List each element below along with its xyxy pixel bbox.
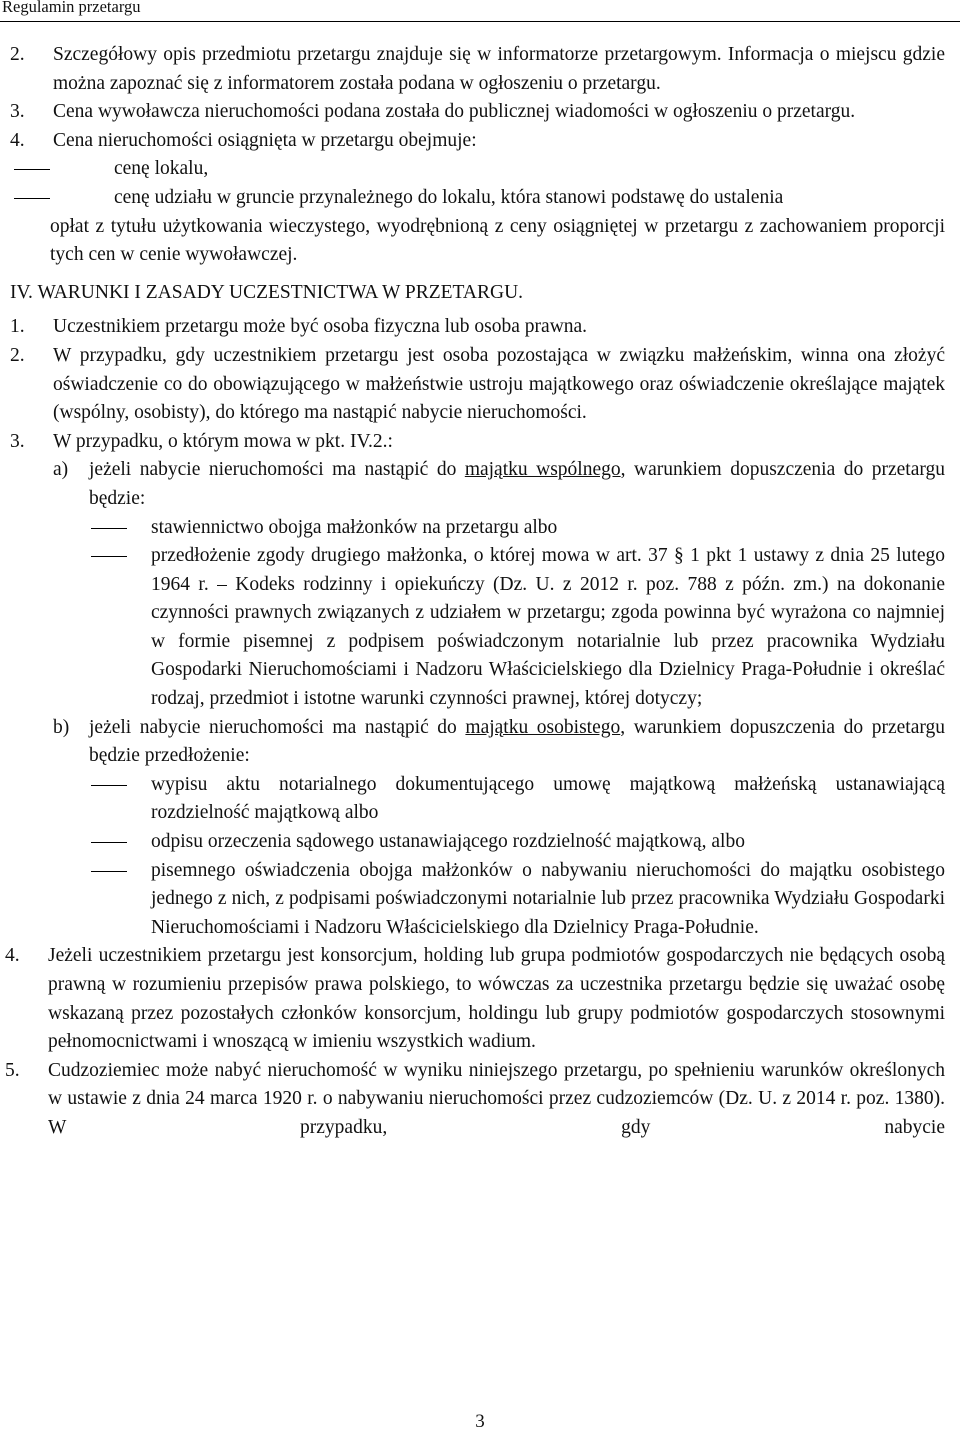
dash-bullet bbox=[91, 556, 127, 557]
subitem-a: a) jeżeli nabycie nieruchomości ma nastąpić do majątku wspólnego, warunkiem dopuszczenia do przetargu będzie: stawiennictwo obojga małżonków na przetargu albo przedłożenie zgody drugiego małżonka, o której mowa w art. 37 § 1 pkt 1 ustawy z dnia 25 lutego 1964 r. – Kodeks rodzinny i opiekuńczy (Dz. U. z 2012 r. poz. 788 z późn. zm.) na dokonanie czynności prawnych związanych z udziałem w przetargu; zgoda powinna być wyrażona co najmniej w formie pisemnej z podpisem poświadczonym notarialnie lub przez pracownika Wydziału Gospodarki Nieruchomościami i Nadzoru Właścicielskiego dla Dzielnicy Praga-Południe i określać rodzaj, przedmiot i istotne warunki czynności prawnej, której dotyczy; bbox=[10, 456, 945, 713]
item-3: 3. W przypadku, o którym mowa w pkt. IV.2.: bbox=[10, 430, 393, 452]
item-4: 4. Jeżeli uczestnikiem przetargu jest konsorcjum, holding lub grupa podmiotów gospodarczych nie będących osobą prawną w rozumieniu przepisów prawa polskiego, to wówczas za uczestnika przetargu będzie się uważać osobę wskazaną przez pozostałych członków konsorcjum, holdingu lub grupy podmiotów gospodarczych stosownymi pełnomocnictwami i wnoszącą w imieniu wszystkich wadium. bbox=[5, 945, 945, 1053]
paragraph-3: 3. Cena wywoławcza nieruchomości podana została do publicznej wiadomości w ogłoszeniu o przetargu. bbox=[10, 101, 856, 123]
subitem-b-dash-item: odpisu orzeczenia sądowego ustanawiającego rozdzielność majątkową, albo bbox=[89, 828, 945, 857]
item-1: 1. Uczestnikiem przetargu może być osoba fizyczna lub osoba prawna. bbox=[10, 316, 588, 338]
item-5: 5. Cudzoziemiec może nabyć nieruchomość w wyniku niniejszego przetargu, po spełnieniu warunków określonych w ustawie z dnia 24 marca 1920 r. o nabywaniu nieruchomości przez cudzoziemców (Dz. U. z 2014 r. poz. 1380). W przypadku, gdy nabycie bbox=[5, 1059, 945, 1138]
section-heading: IV. WARUNKI I ZASADY UCZESTNICTWA W PRZETARGU. bbox=[10, 281, 524, 303]
dash-bullet bbox=[91, 842, 127, 843]
dash-bullet bbox=[91, 528, 127, 529]
subitem-b-text: jeżeli nabycie nieruchomości ma nastąpić do majątku osobistego, warunkiem dopuszczenia do przetargu będzie przedłożenie: bbox=[89, 716, 945, 767]
item-2: 2. W przypadku, gdy uczestnikiem przetargu jest osoba pozostająca w związku małżeńskim, winna ona złożyć oświadczenie co do obowiązującego w małżeństwie ustroju majątkowego oraz oświadczenie określające majątek (wspólny, osobisty), do którego ma nastąpić nabycie nieruchomości. bbox=[10, 344, 945, 424]
dash-bullet bbox=[14, 198, 50, 199]
dash-bullet bbox=[91, 785, 127, 786]
page-header bbox=[0, 0, 960, 22]
subitem-b: b) jeżeli nabycie nieruchomości ma nastąpić do majątku osobistego, warunkiem dopuszczenia do przetargu będzie przedłożenie: wypisu aktu notarialnego dokumentującego umowę majątkową małżeńską ustanawiającą rozdzielność majątkową albo odpisu orzeczenia sądowego ustanawiającego rozdzielność majątkową, albo pisemnego oświadczenia obojga małżonków o nabywaniu nieruchomości do majątku osobistego jednego z nich, z podpisami poświadczonymi notarialnie lub przez pracownika Wydziału Gospodarki Nieruchomościami i Nadzoru Właścicielskiego dla Dzielnicy Praga-Południe. bbox=[10, 714, 945, 943]
p4-dash-item: cenę lokalu, bbox=[10, 155, 945, 184]
page-number: 3 bbox=[475, 1411, 485, 1432]
header-title: Regulamin przetargu bbox=[2, 0, 141, 16]
paragraph-2: 2. Szczegółowy opis przedmiotu przetargu znajduje się w informatorze przetargowym. Informacja o miejscu gdzie można zapoznać się z informatorem została podana w ogłoszeniu o przetargu. bbox=[10, 44, 945, 94]
subitem-a-dash-item: przedłożenie zgody drugiego małżonka, o której mowa w art. 37 § 1 pkt 1 ustawy z dnia 25 lutego 1964 r. – Kodeks rodzinny i opiekuńczy (Dz. U. z 2012 r. poz. 788 z późn. zm.) na dokonanie czynności prawnych związanych z udziałem w przetargu; zgoda powinna być wyrażona co najmniej w formie pisemnej z podpisem poświadczonym notarialnie lub przez pracownika Wydziału Gospodarki Nieruchomościami i Nadzoru Właścicielskiego dla Dzielnicy Praga-Południe i określać rodzaj, przedmiot i istotne warunki czynności prawnej, której dotyczy; bbox=[89, 542, 945, 714]
subitem-a-dash-item: stawiennictwo obojga małżonków na przetargu albo bbox=[89, 514, 945, 543]
document-body bbox=[5, 41, 945, 1143]
dash-bullet bbox=[14, 169, 50, 170]
subitem-b-dash-item: wypisu aktu notarialnego dokumentującego umowę majątkową małżeńską ustanawiającą rozdzielność majątkową albo bbox=[89, 771, 945, 828]
subitem-a-text: jeżeli nabycie nieruchomości ma nastąpić do majątku wspólnego, warunkiem dopuszczenia do przetargu będzie: bbox=[89, 459, 945, 509]
p4-continuation: opłat z tytułu użytkowania wieczystego, wyodrębnioną z ceny osiągniętej w przetargu z zachowaniem proporcji tych cen w cenie wywoławczej. bbox=[50, 215, 945, 266]
p4-dash-item: cenę udziału w gruncie przynależnego do lokalu, która stanowi podstawę do ustalenia bbox=[10, 184, 945, 213]
dash-bullet bbox=[91, 871, 127, 872]
paragraph-4: 4. Cena nieruchomości osiągnięta w przetargu obejmuje: bbox=[10, 129, 477, 151]
subitem-b-dash-item: pisemnego oświadczenia obojga małżonków o nabywaniu nieruchomości do majątku osobistego jednego z nich, z podpisami poświadczonymi notarialnie lub przez pracownika Wydziału Gospodarki Nieruchomościami i Nadzoru Właścicielskiego dla Dzielnicy Praga-Południe. bbox=[89, 857, 945, 943]
